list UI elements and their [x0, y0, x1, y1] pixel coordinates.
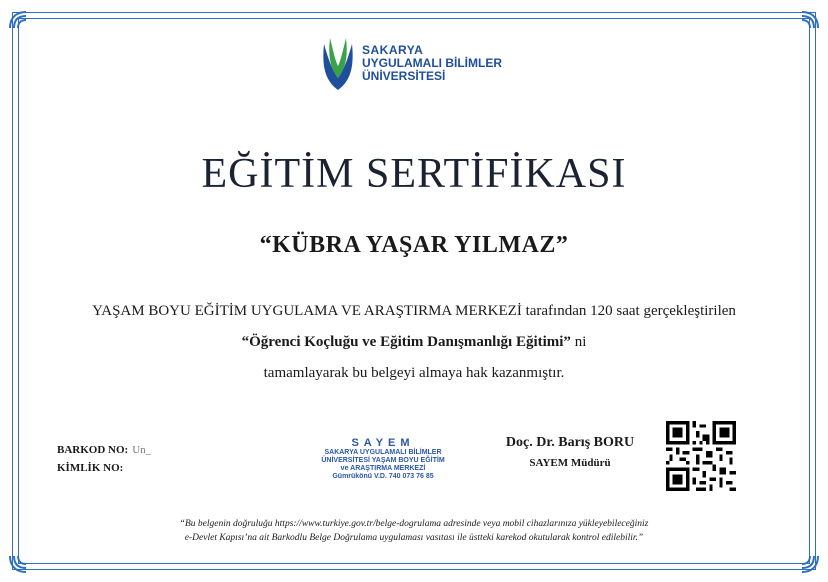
- corner-ornament-icon: [798, 8, 822, 32]
- certificate-body-line-3: tamamlayarak bu belgeyi almaya hak kazanmıştır.: [263, 365, 565, 381]
- qr-code-icon[interactable]: [666, 421, 736, 491]
- id-row: [57, 462, 127, 474]
- corner-ornament-icon: [798, 552, 822, 576]
- signatory-role: SAYEM Müdürü: [529, 457, 611, 469]
- verification-note-line-1: “Bu belgenin doğruluğu https://www.turkiye.gov.tr/belge-dogrulama adresinde veya mobil cihazlarınıza yükleyebileceğiniz: [179, 519, 649, 529]
- stamp-title: SAYEM: [351, 437, 415, 449]
- signatory-name: Doç. Dr. Barış BORU: [505, 435, 635, 450]
- logo-line-3: ÜNİVERSİTESİ: [362, 68, 446, 83]
- certificate-body-line-1: [0, 303, 828, 320]
- certificate-body-line-2: [0, 334, 828, 351]
- university-emblem-icon: [318, 34, 358, 92]
- recipient-name: “KÜBRA YAŞAR YILMAZ”: [259, 232, 569, 258]
- verification-note-line-2: e-Devlet Kapısı’na ait Barkodlu Belge Doğrulama uygulaması vasıtası ile üstteki karekod okutularak kontrol edilebilir.”: [184, 533, 644, 543]
- barcode-label: BARKOD NO:: [57, 444, 129, 456]
- stamp-line-4: Gümrükönü V.D. 740 073 76 85: [332, 473, 434, 480]
- stamp-line-2: ÜNİVERSİTESİ YAŞAM BOYU EĞİTİM: [321, 457, 445, 464]
- certificate-title: EĞİTİM SERTİFİKASI: [201, 151, 627, 197]
- official-stamp: [314, 437, 452, 481]
- stamp-line-3: ve ARAŞTIRMA MERKEZİ: [340, 465, 426, 472]
- corner-ornament-icon: [6, 552, 30, 576]
- course-suffix: ni: [570, 334, 587, 350]
- barcode-row: [57, 444, 151, 456]
- barcode-value: Un_: [132, 444, 152, 456]
- logo-line-2: UYGULAMALI BİLİMLER: [362, 55, 502, 70]
- corner-ornament-icon: [6, 8, 30, 32]
- logo-line-1: SAKARYA: [362, 42, 424, 57]
- stamp-line-1: SAKARYA UYGULAMALI BİLİMLER: [324, 449, 442, 456]
- id-label: KİMLİK NO:: [57, 462, 124, 474]
- university-logo: [318, 34, 502, 92]
- hours-text: tarafından 120 saat gerçekleştirilen: [521, 303, 736, 319]
- signature-block: [470, 435, 670, 469]
- center-name: YAŞAM BOYU EĞİTİM UYGULAMA VE ARAŞTIRMA MERKEZİ: [92, 303, 522, 319]
- course-name: “Öğrenci Koçluğu ve Eğitim Danışmanlığı Eğitimi”: [241, 334, 571, 350]
